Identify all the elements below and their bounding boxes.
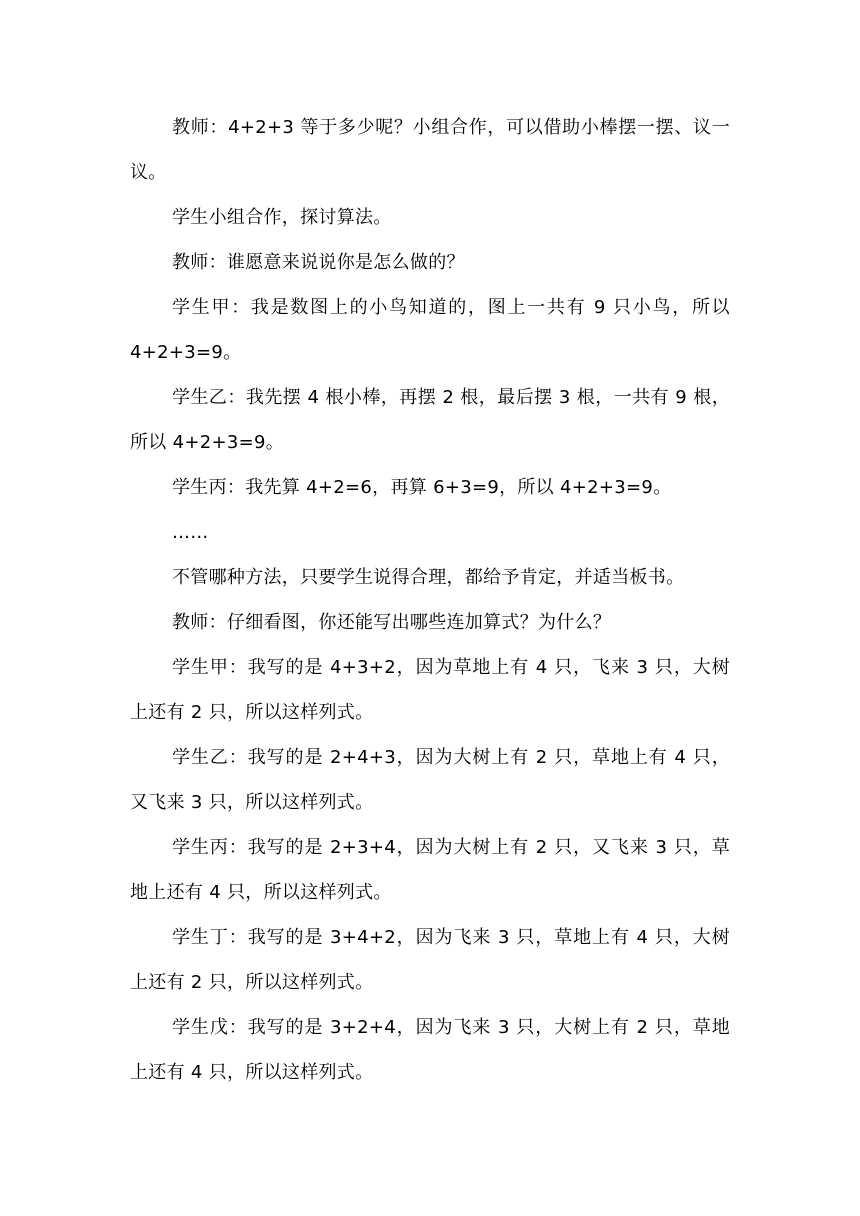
paragraph-teacher-question: 教师：4+2+3 等于多少呢？小组合作，可以借助小棒摆一摆、议一议。: [130, 117, 730, 183]
paragraph-teaching-note: 不管哪种方法，只要学生说得合理，都给予肯定，并适当板书。: [172, 567, 685, 588]
paragraph-student-a-answer: 学生甲：我是数图上的小鸟知道的，图上一共有 9 只小鸟，所以4+2+3=9。: [130, 297, 730, 363]
paragraph-ellipsis: ……: [172, 522, 209, 543]
paragraph-student-c-equation: 学生丙：我写的是 2+3+4，因为大树上有 2 只，又飞来 3 只，草地上还有 4 只，所以这样列式。: [130, 837, 730, 903]
paragraph-student-b-answer: 学生乙：我先摆 4 根小棒，再摆 2 根，最后摆 3 根，一共有 9 根，所以 4+2+3=9。: [130, 387, 730, 453]
document-body: [130, 105, 730, 1095]
paragraph-teacher-followup: 教师：仔细看图，你还能写出哪些连加算式？为什么？: [172, 612, 612, 633]
paragraph-student-b-equation: 学生乙：我写的是 2+4+3，因为大树上有 2 只，草地上有 4 只，又飞来 3 只，所以这样列式。: [130, 747, 730, 813]
paragraph-student-e-equation: 学生戊：我写的是 3+2+4，因为飞来 3 只，大树上有 2 只，草地上还有 4 只，所以这样列式。: [130, 1017, 730, 1083]
paragraph-teacher-ask: 教师：谁愿意来说说你是怎么做的？: [172, 252, 465, 273]
paragraph-group-work: 学生小组合作，探讨算法。: [172, 207, 392, 228]
paragraph-student-a-equation: 学生甲：我写的是 4+3+2，因为草地上有 4 只，飞来 3 只，大树上还有 2 只，所以这样列式。: [130, 657, 730, 723]
paragraph-student-c-answer: 学生丙：我先算 4+2=6，再算 6+3=9，所以 4+2+3=9。: [172, 477, 672, 498]
paragraph-student-d-equation: 学生丁：我写的是 3+4+2，因为飞来 3 只，草地上有 4 只，大树上还有 2 只，所以这样列式。: [130, 927, 730, 993]
